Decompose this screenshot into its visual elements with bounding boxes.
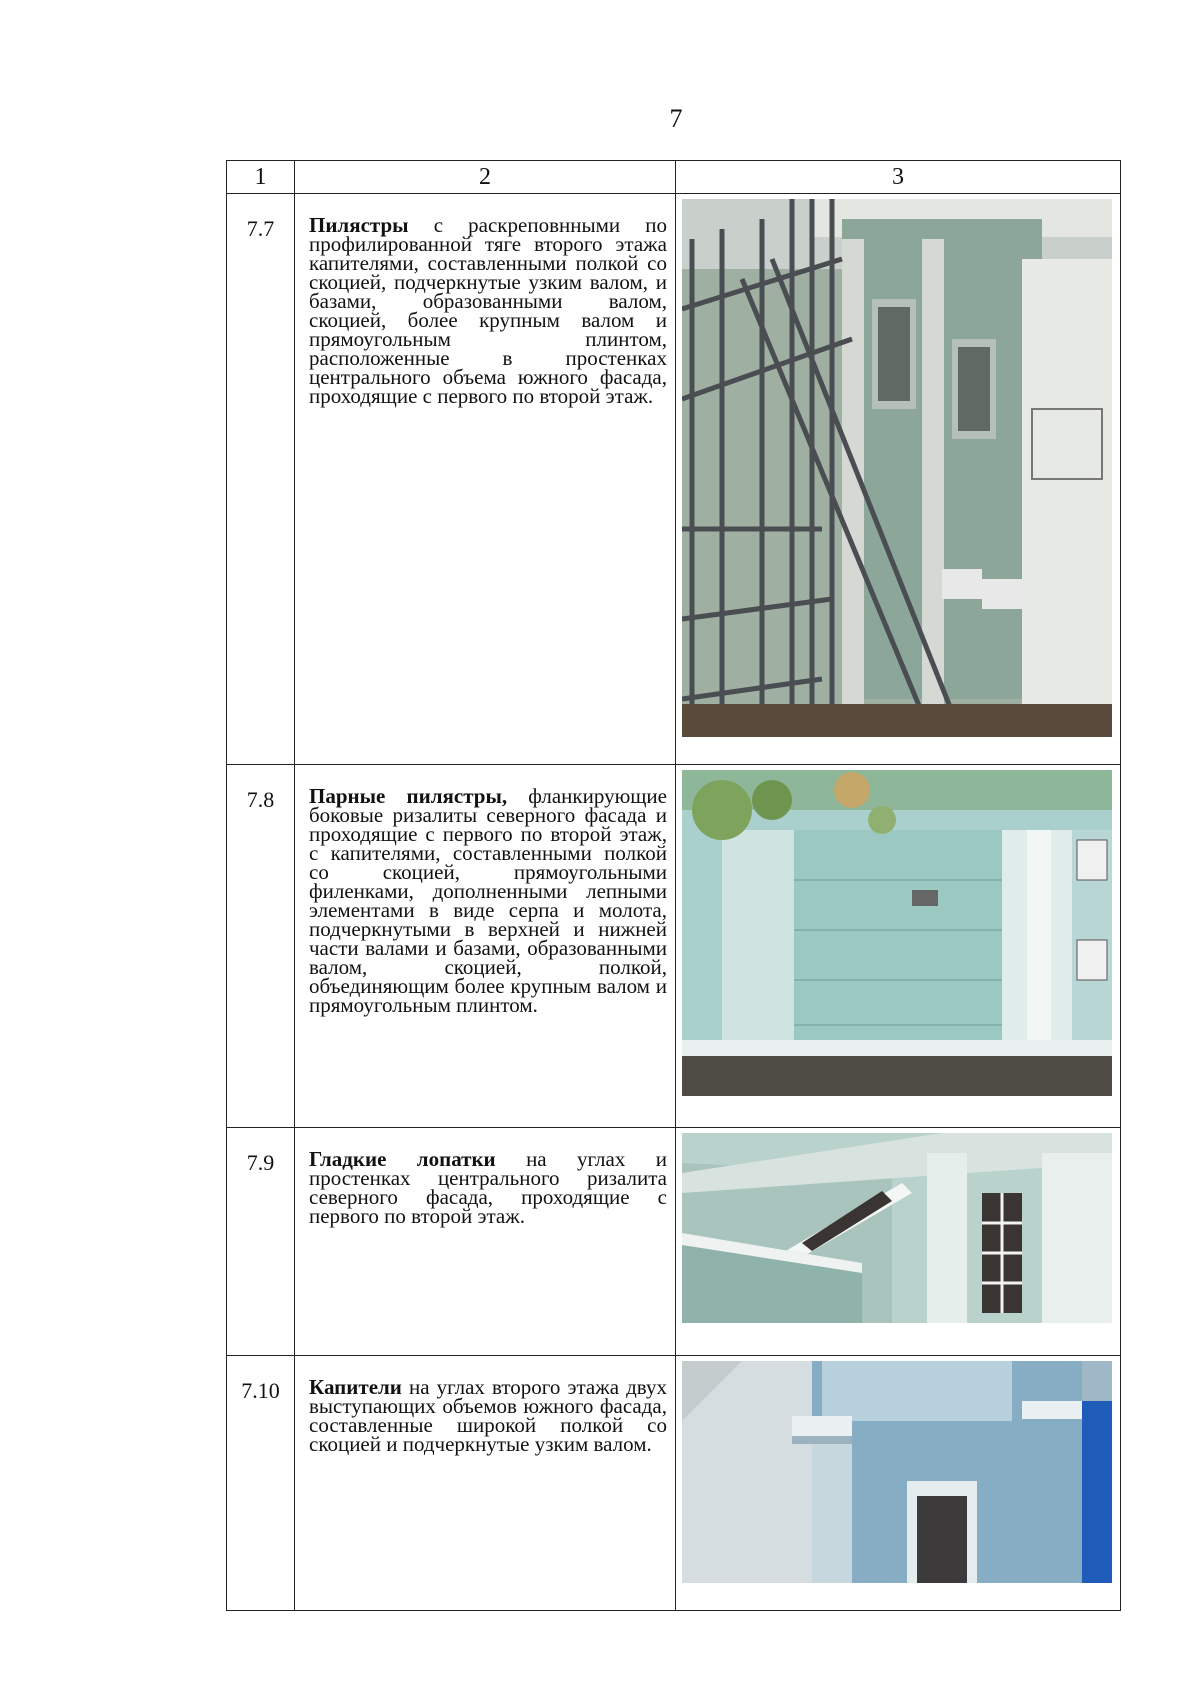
row-text: фланкирующие боковые ризалиты северного фасада и проходящие с первого по второй этаж, с капителями, составленными полкой со скоцией, прямоугольными филенками, дополненными лепными элементами в виде серпа и молота, подчеркнутыми в верхней и нижней части валами и базами, образованными валом, скоцией, полкой, объединяющим более крупным валом и прямоугольным плинтом. [309,784,667,1017]
row-text: с раскреповнными по профилированной тяге второго этажа капителями, составленными полкой со скоцией, подчеркнутые узким валом, и базами, образованными валом, скоцией, более крупным валом и прямоугольным плинтом, расположенные в простенках центрального объема южного фасада, проходящие с первого по второй этаж. [309,213,667,408]
row-term: Капители [309,1375,402,1399]
table-header-row [227,161,1121,194]
table-row [227,765,1121,1128]
row-text: на углах второго этажа двух выступающих объемов южного фасада, составленные широкой полкой со скоцией и подчеркнутые узким валом. [309,1375,667,1456]
table-row [227,194,1121,765]
row-number: 7.7 [227,194,295,765]
row-description [295,1128,676,1356]
row-number: 7.10 [227,1356,295,1611]
photo-smooth-lesenes [682,1133,1112,1323]
row-term: Гладкие лопатки [309,1147,496,1171]
row-description [295,765,676,1128]
table-row [227,1356,1121,1611]
row-text: на углах и простенках центрального ризалита северного фасада, проходящие с первого по второй этаж. [309,1147,667,1228]
page-number: 7 [669,104,683,133]
row-number: 7.9 [227,1128,295,1356]
photo-corner-capitals [682,1361,1112,1583]
column-header-3: 3 [676,161,1121,194]
column-header-1: 1 [227,161,295,194]
row-term: Парные пилястры, [309,784,508,808]
row-description [295,194,676,765]
photo-paired-pilasters [682,770,1112,1096]
row-term: Пилястры [309,213,409,237]
row-description [295,1356,676,1611]
column-header-2: 2 [295,161,676,194]
row-number: 7.8 [227,765,295,1128]
table-row [227,1128,1121,1356]
photo-facade-pilasters-fire-escape [682,199,1112,737]
elements-table [226,160,1121,1611]
